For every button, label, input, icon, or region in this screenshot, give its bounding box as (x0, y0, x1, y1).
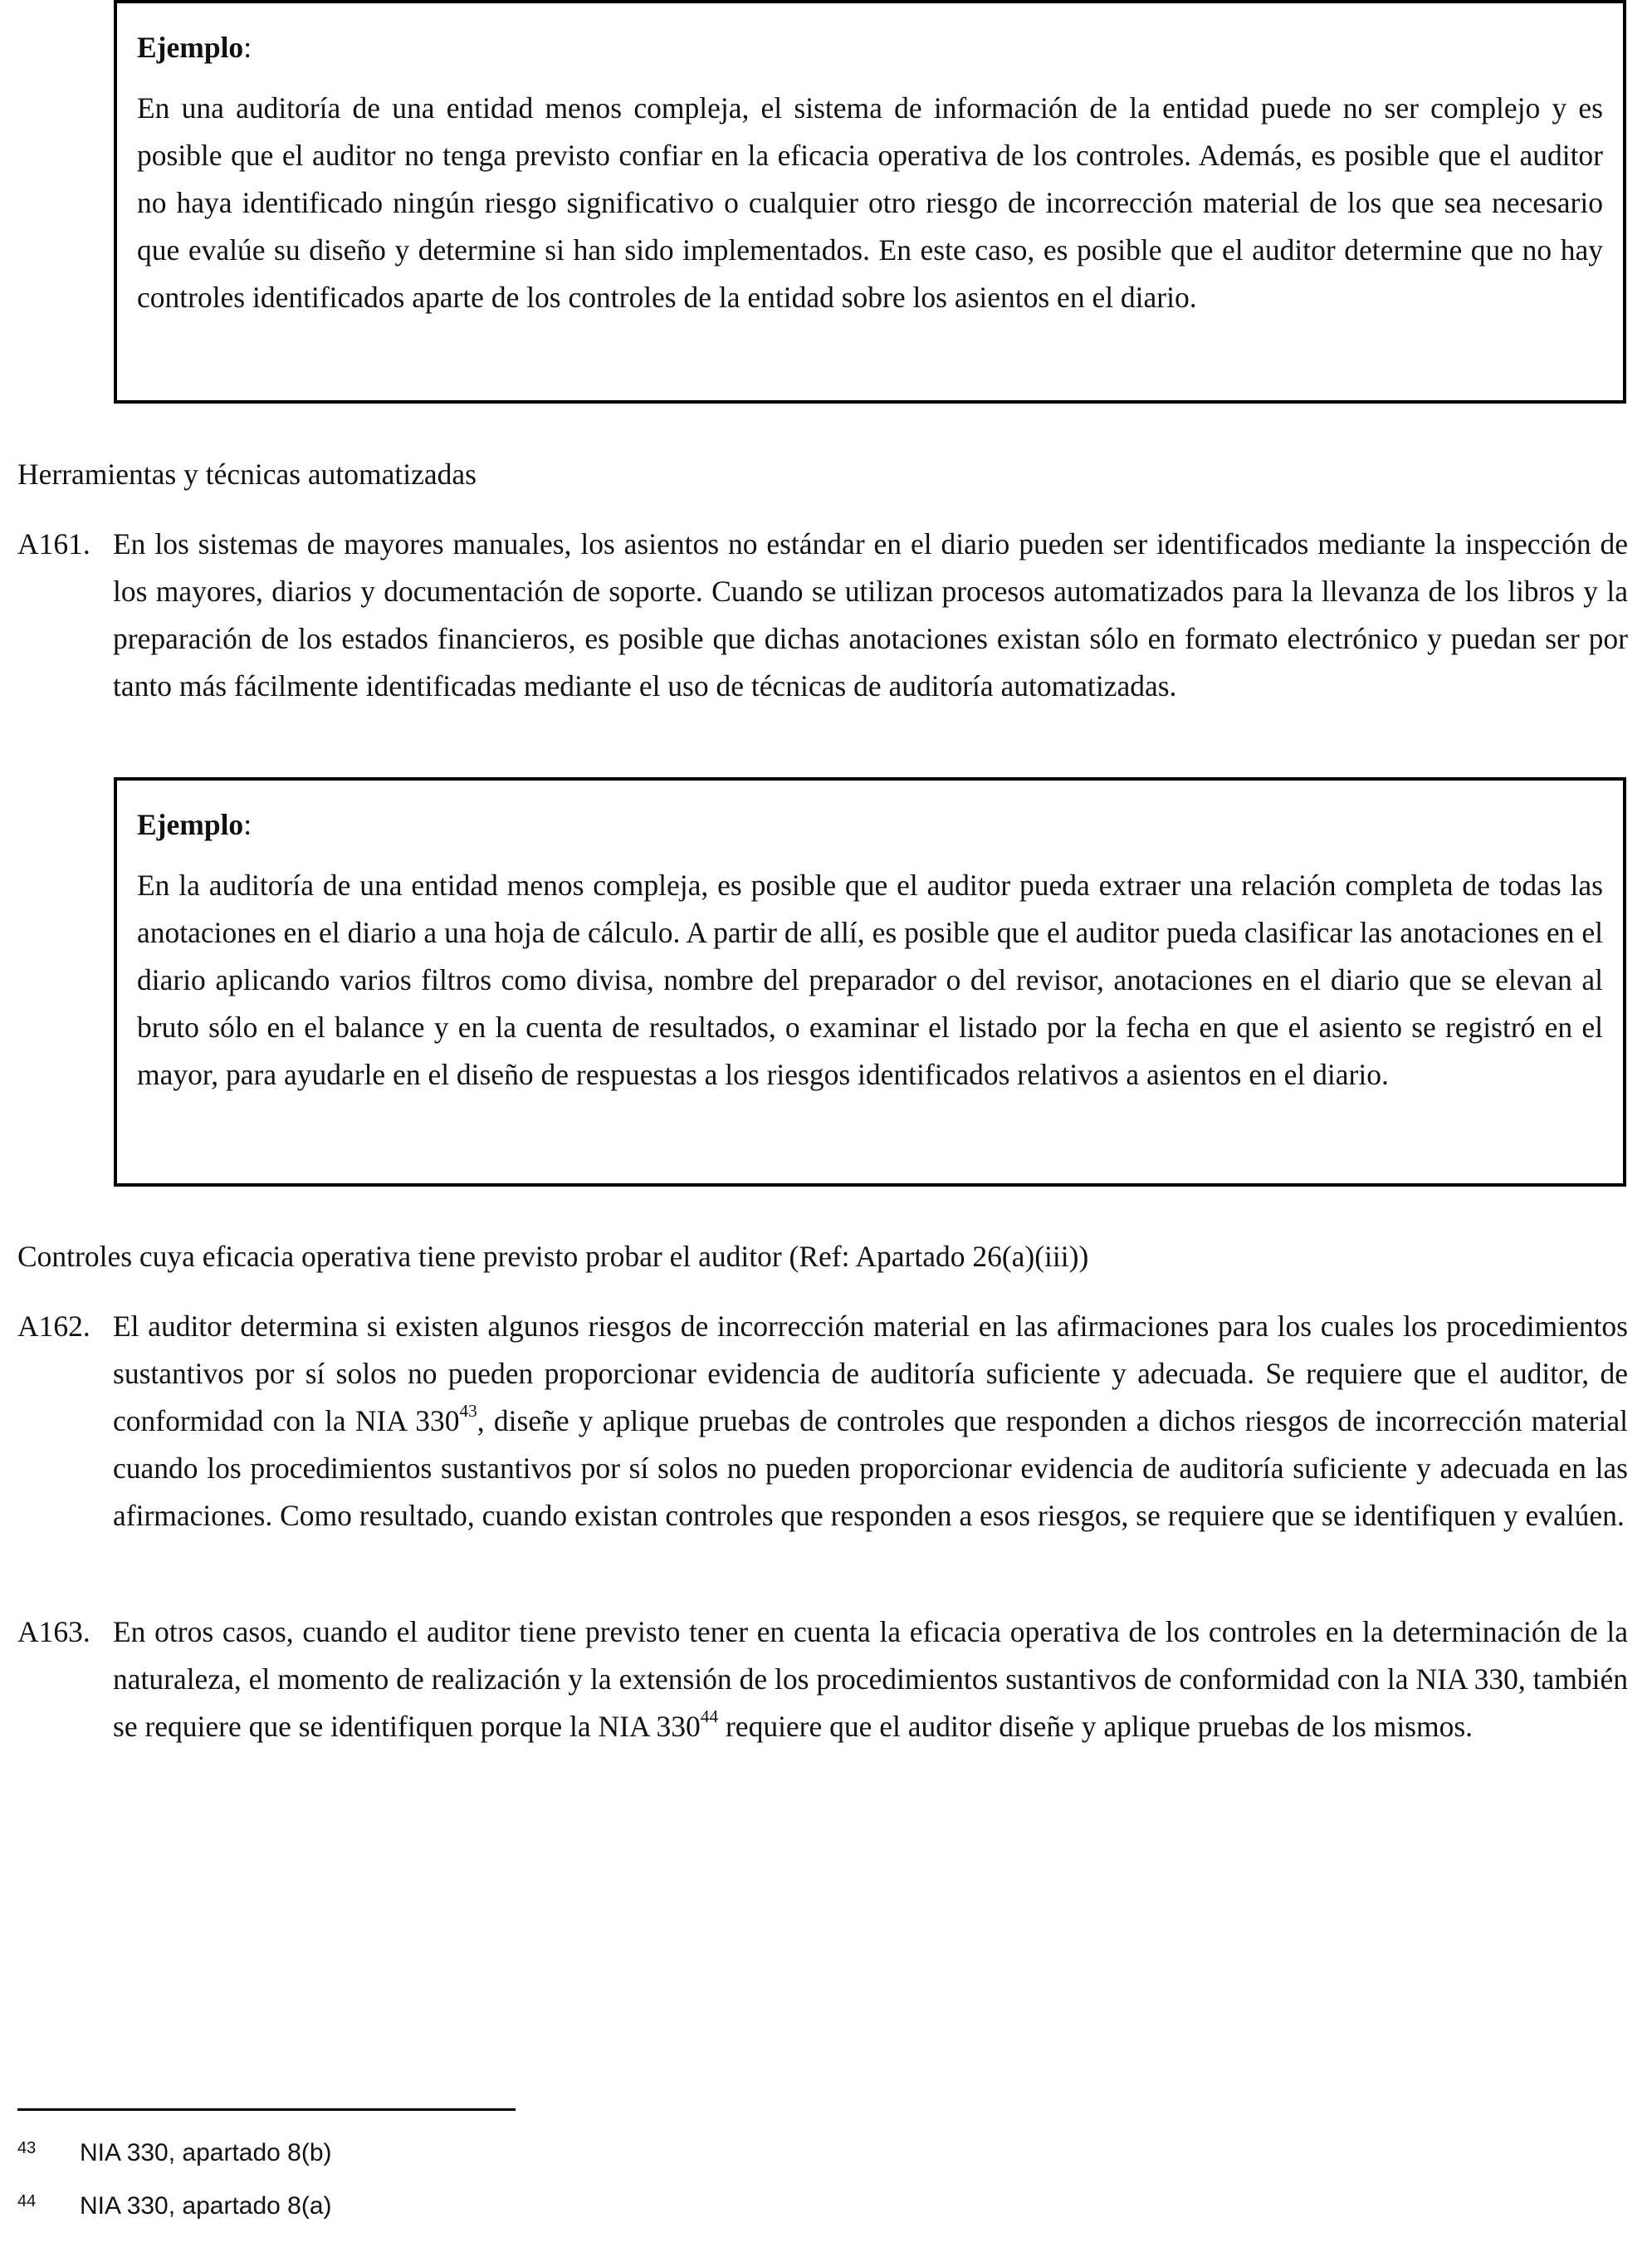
example-box-1 (114, 0, 1626, 404)
example-box-2 (114, 777, 1626, 1187)
paragraph-text: En los sistemas de mayores manuales, los asientos no estándar en el diario pueden ser identificados mediante la inspección de los mayores, diarios y documentación de soporte. Cuando se utilizan procesos automatizados para la llevanza de los libros y la preparación de los estados financieros, es posible que dichas anotaciones existan sólo en formato electrónico y puedan ser por tanto más fácilmente identificadas mediante el uso de técnicas de auditoría automatizadas. (113, 527, 1628, 702)
example-text: En la auditoría de una entidad menos compleja, es posible que el auditor pueda extraer una relación completa de todas las anotaciones en el diario a una hoja de cálculo. A partir de allí, es posible que el auditor pueda clasificar las anotaciones en el diario aplicando varios filtros como divisa, nombre del preparador o del revisor, anotaciones en el diario que se elevan al bruto sólo en el balance y en la cuenta de resultados, o examinar el listado por la fecha en que el asiento se registró en el mayor, para ayudarle en el diseño de respuestas a los riesgos identificados relativos a asientos en el diario. (137, 869, 1603, 1091)
example-title: Ejemplo: (137, 808, 252, 841)
section-heading-automated-tools: Herramientas y técnicas automatizadas (17, 458, 477, 491)
footnote-ref-43[interactable]: 43 (459, 1400, 477, 1421)
paragraph-text: El auditor determina si existen algunos riesgos de incorrección material en las afirmaciones para los cuales los procedimientos sustantivos por sí solos no pueden proporcionar evidencia de auditoría suficiente y adecuada. Se requiere que el auditor, de conformidad con la NIA $330^{43}$, diseñe y aplique pruebas de controles que responden a dichos riesgos de incorrección material cuando los procedimientos sustantivos por sí solos no pueden proporcionar evidencia de auditoría suficiente y adecuada en las afirmaciones. Como resultado, cuando existan controles que responden a esos riesgos, se requiere que se identifiquen y evalúen. (113, 1310, 1628, 1532)
example-title: Ejemplo: (137, 31, 252, 64)
paragraph-number: A163. (17, 1615, 90, 1648)
example-text: En una auditoría de una entidad menos compleja, el sistema de información de la entidad puede no ser complejo y es posible que el auditor no tenga previsto confiar en la eficacia operativa de los controles. Además, es posible que el auditor no haya identificado ningún riesgo significativo o cualquier otro riesgo de incorrección material de los que sea necesario que evalúe su diseño y determine si han sido implementados. En este caso, es posible que el auditor determine que no hay controles identificados aparte de los controles de la entidad sobre los asientos en el diario. (137, 91, 1603, 314)
section-heading-controls: Controles cuya eficacia operativa tiene previsto probar el auditor (Ref: Apartado 26(a)(iii)) (17, 1240, 1089, 1273)
paragraph-number: A162. (17, 1310, 90, 1343)
paragraph-a161 (17, 521, 1628, 710)
paragraph-a163 (17, 1608, 1628, 1750)
footnote-text: NIA 330, apartado 8(a) (80, 2192, 332, 2220)
footnote-separator (17, 2108, 516, 2111)
footnote-number: 44 (17, 2192, 37, 2210)
paragraph-text: En otros casos, cuando el auditor tiene previsto tener en cuenta la eficacia operativa de los controles en la determinación de la naturaleza, el momento de realización y la extensión de los procedimientos sustantivos de conformidad con la NIA 330, también se requiere que se identifiquen porque la NIA $330^{44}$ requiere que el auditor diseñe y aplique pruebas de los mismos. (113, 1615, 1628, 1743)
footnote-text: NIA 330, apartado 8(b) (80, 2139, 332, 2166)
footnote-number: 43 (17, 2139, 37, 2157)
footnote-ref-44[interactable]: 44 (700, 1706, 719, 1726)
paragraph-a162 (17, 1303, 1628, 1540)
paragraph-number: A161. (17, 527, 90, 561)
